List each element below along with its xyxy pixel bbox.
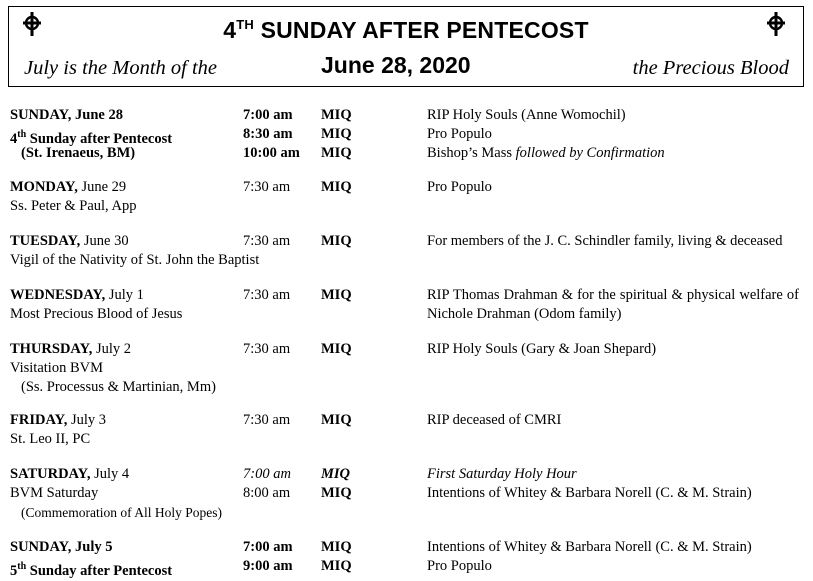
day-entry [10, 340, 804, 397]
mass-time: 7:30 am [243, 287, 291, 303]
mass-intention: Bishop’s Mass followed by Confirmation [427, 145, 665, 161]
mass-intention: RIP Holy Souls (Gary & Joan Shepard) [427, 341, 657, 357]
mass-intention: Pro Populo [427, 558, 492, 574]
bulletin-header [8, 6, 804, 87]
mass-location: MIQ [321, 287, 352, 303]
feast-label: Most Precious Blood of Jesus [10, 306, 183, 322]
feast-label: Vigil of the Nativity of St. John the Baptist [10, 252, 260, 268]
feast-commemoration: (St. Irenaeus, BM) [21, 145, 136, 161]
mass-time: 7:30 am [243, 179, 291, 195]
day-label: TUESDAY, June 30 [10, 233, 129, 249]
day-label: WEDNESDAY, July 1 [10, 287, 144, 303]
day-entry [10, 465, 804, 522]
feast-label: 5th Sunday after Pentecost [10, 561, 173, 579]
mass-time: 9:00 am [243, 558, 293, 574]
mass-location: MIQ [321, 126, 352, 142]
mass-intention: RIP Holy Souls (Anne Womochil) [427, 107, 626, 123]
mass-time: 7:30 am [243, 341, 291, 357]
day-entry [10, 106, 804, 163]
mass-intention: RIP deceased of CMRI [427, 412, 562, 428]
mass-location: MIQ [321, 233, 352, 249]
mass-intention: For members of the J. C. Schindler family, living & deceased [427, 233, 783, 249]
mass-time: 7:00 am [243, 539, 293, 555]
mass-location: MIQ [321, 485, 352, 501]
mass-location: MIQ [321, 179, 352, 195]
mass-intention: Pro Populo [427, 126, 492, 142]
day-entry [10, 286, 804, 324]
day-entry [10, 411, 804, 449]
mass-time: 8:30 am [243, 126, 293, 142]
feast-label: St. Leo II, PC [10, 431, 91, 447]
feast-label: BVM Saturday [10, 485, 99, 501]
feast-label: Ss. Peter & Paul, App [10, 198, 137, 214]
feast-commemoration: (Commemoration of All Holy Popes) [21, 505, 222, 520]
day-label: SUNDAY, June 28 [10, 107, 123, 123]
mass-location: MIQ [321, 466, 351, 482]
mass-intention: First Saturday Holy Hour [427, 466, 577, 482]
mass-time: 10:00 am [243, 145, 300, 161]
mass-time: 7:30 am [243, 233, 291, 249]
feast-label: Visitation BVM [10, 360, 103, 376]
day-entry [10, 538, 804, 579]
mass-time: 7:00 am [243, 107, 293, 123]
mass-location: MIQ [321, 107, 352, 123]
feast-commemoration: (Ss. Processus & Martinian, Mm) [21, 379, 216, 395]
day-entry [10, 232, 804, 270]
bulletin-date: June 28, 2020 [321, 52, 471, 78]
mass-intention: Intentions of Whitey & Barbara Norell (C. & M. Strain) [427, 539, 752, 555]
page-title: 4TH SUNDAY AFTER PENTECOST [223, 17, 589, 43]
mass-location: MIQ [321, 558, 352, 574]
mass-location: MIQ [321, 341, 352, 357]
mass-intention: Pro Populo [427, 179, 492, 195]
day-label: THURSDAY, July 2 [10, 341, 132, 357]
mass-location: MIQ [321, 145, 352, 161]
mass-location: MIQ [321, 412, 352, 428]
day-label: SUNDAY, July 5 [10, 539, 113, 555]
day-entry [10, 178, 804, 216]
mass-location: MIQ [321, 539, 352, 555]
day-label: MONDAY, June 29 [10, 179, 127, 195]
celtic-cross-icon [763, 11, 789, 37]
feast-label: 4th Sunday after Pentecost [10, 129, 173, 147]
mass-time: 7:00 am [243, 466, 291, 482]
month-note-left: July is the Month of the [24, 57, 217, 79]
day-label: SATURDAY, July 4 [10, 466, 130, 482]
mass-time: 7:30 am [243, 412, 291, 428]
mass-intention: Intentions of Whitey & Barbara Norell (C. & M. Strain) [427, 485, 752, 501]
day-label: FRIDAY, July 3 [10, 412, 107, 428]
month-note-right: the Precious Blood [632, 57, 789, 79]
mass-time: 8:00 am [243, 485, 291, 501]
mass-intention: RIP Thomas Drahman & for the spiritual & physical welfare of Nichole Drahman (Odom family) [427, 287, 799, 322]
